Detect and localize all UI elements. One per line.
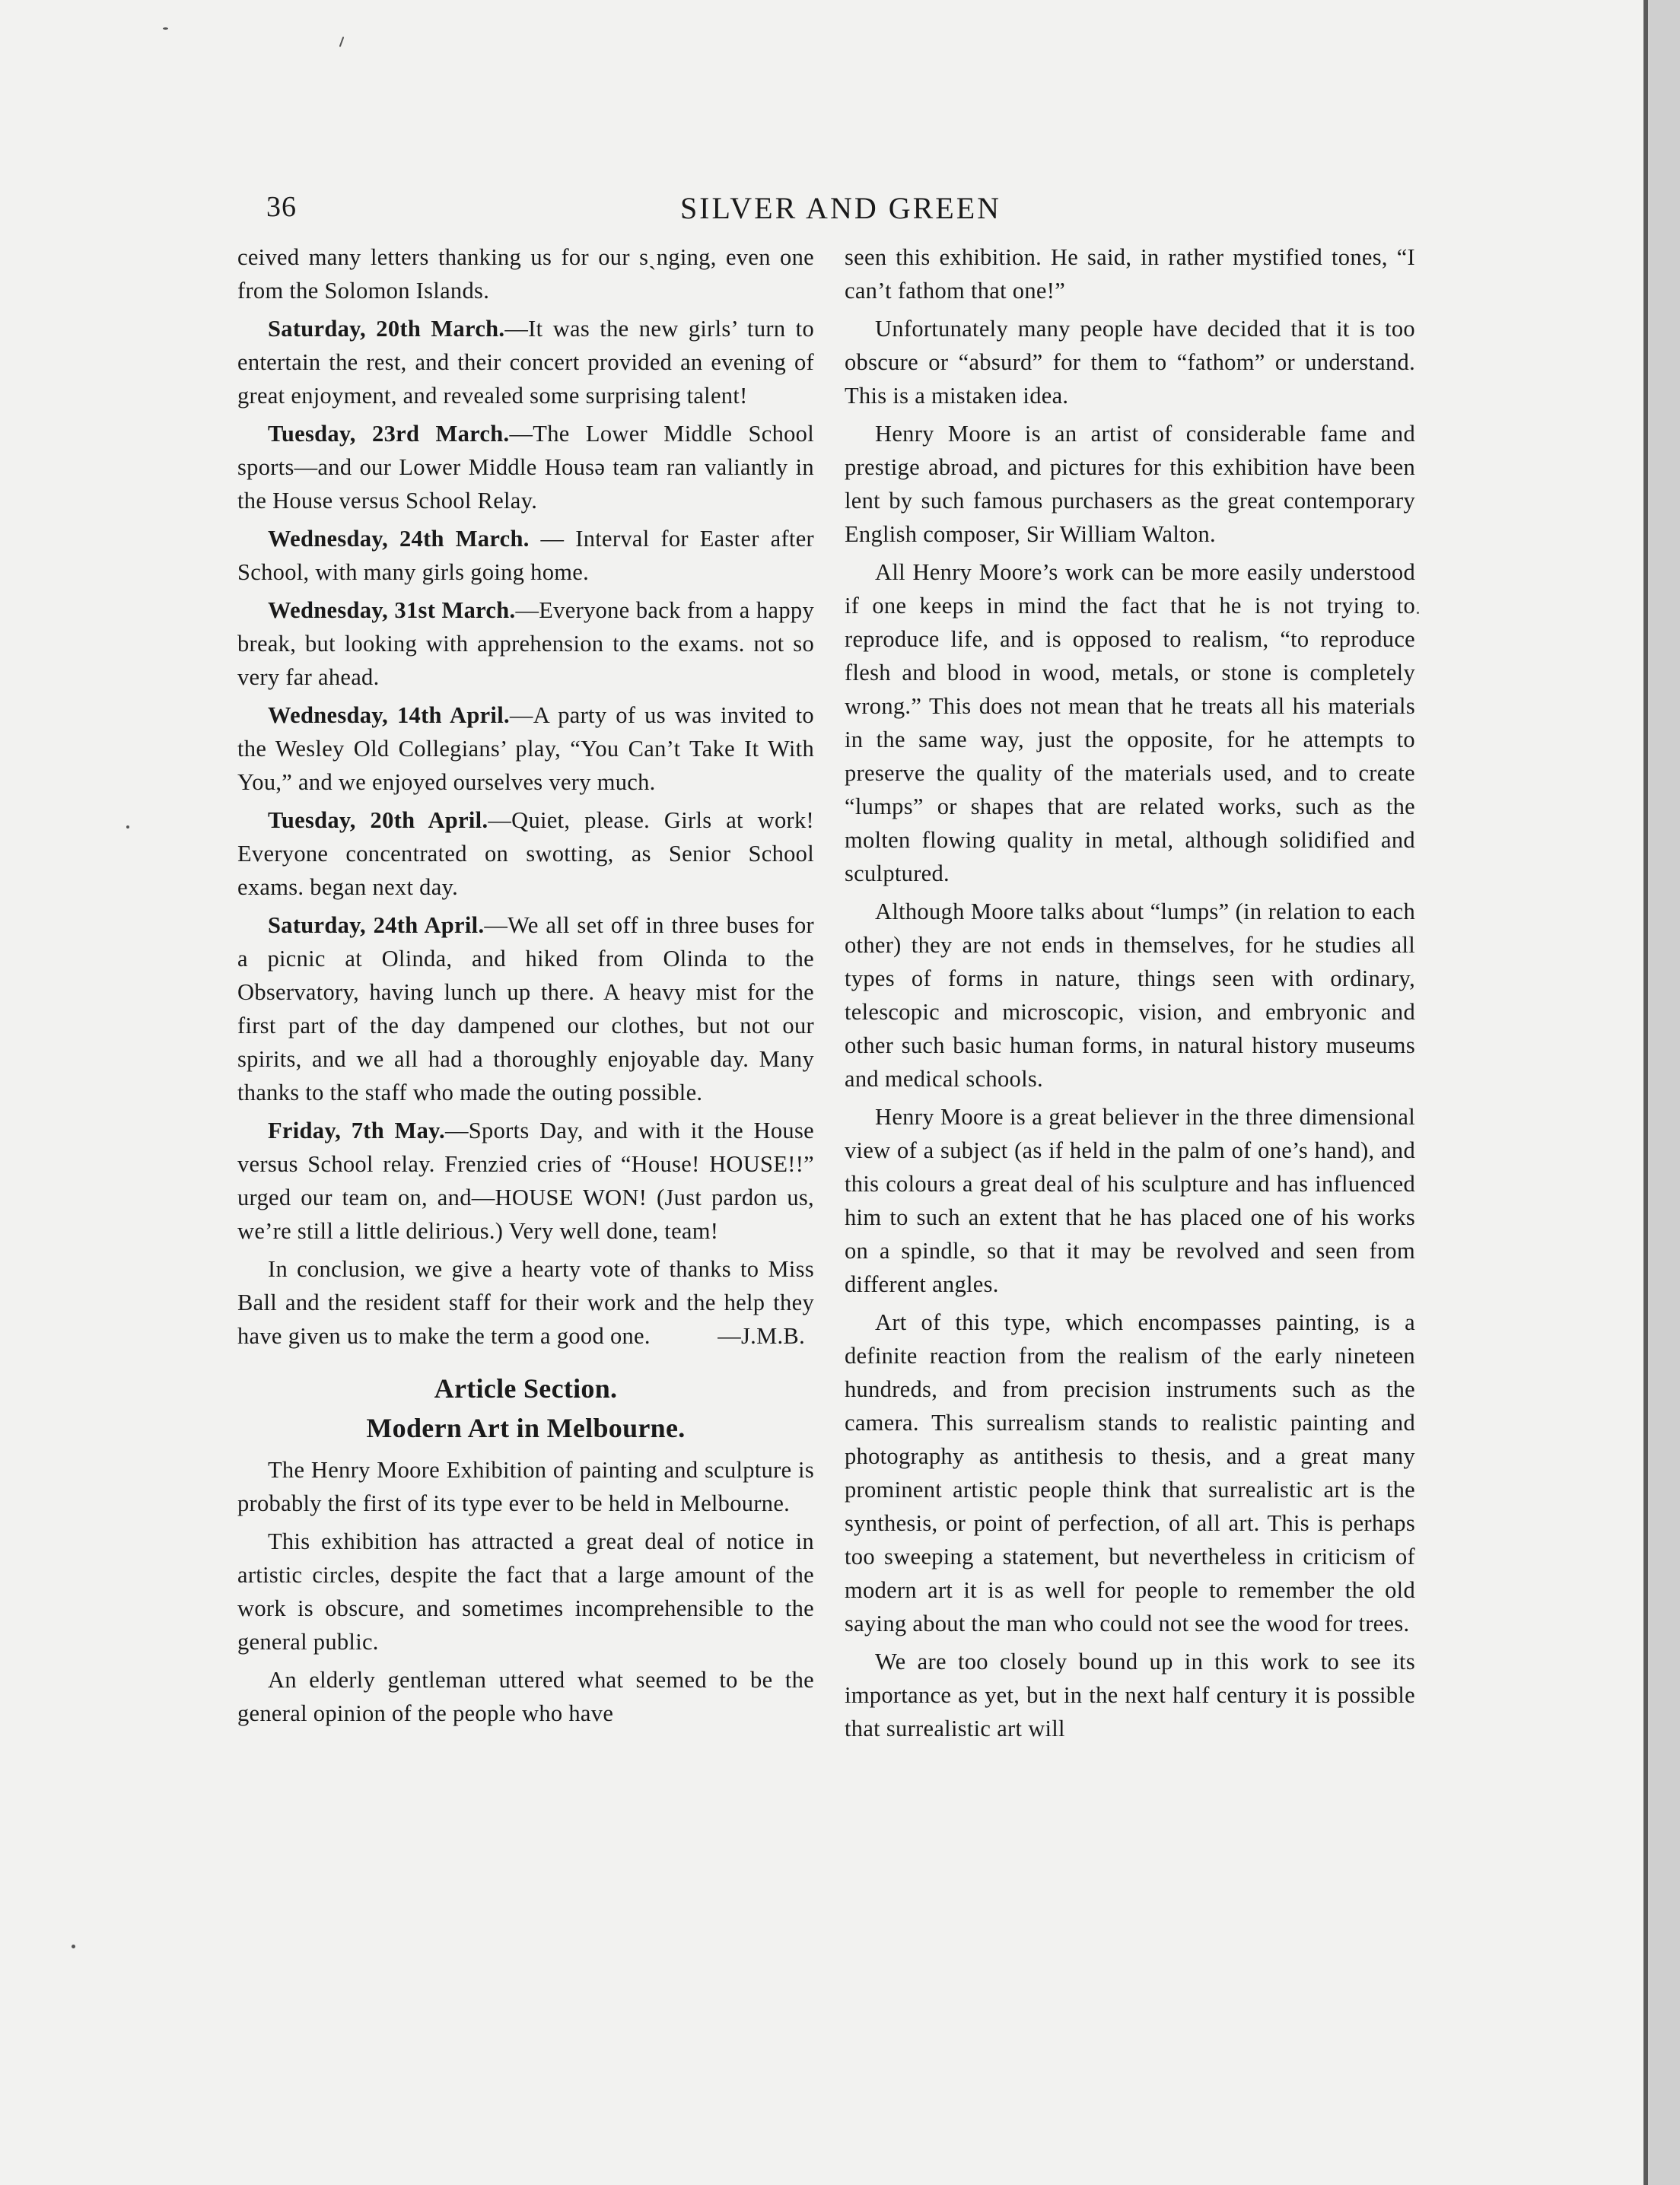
entry-date: Wednesday, 14th April. (268, 702, 510, 728)
diary-entry (237, 593, 814, 694)
conclusion-paragraph (237, 1252, 814, 1353)
page-number: 36 (266, 191, 297, 223)
entry-text: —We all set off in three buses for a picnic at Olinda, and hiked from Olinda to the Observatory, having lunch up there. A heavy mist for the first part of the day dampened our clothes, but not our spirits, and we all had a thoroughly enjoyable day. Many thanks to the staff who made the outing possible. (237, 912, 815, 1105)
paragraph: This exhibition has attracted a great deal of notice in artistic circles, despite the fact that a large amount of the work is obscure, and sometimes incomprehensible to the general public. (237, 1528, 814, 1655)
diary-entry (237, 803, 814, 904)
running-title: SILVER AND GREEN (679, 191, 1002, 225)
diary-entry (237, 908, 814, 1109)
print-speck (163, 27, 168, 30)
paragraph: Henry Moore is a great believer in the three dimensional view of a subject (as if held in the palm of one’s hand), and this colours a great deal of his sculpture and has influenced him to such an extent that he has placed one of his works on a spindle, so that it may be revolved and seen from different angles. (845, 1104, 1415, 1297)
diary-entry (237, 698, 814, 799)
entry-text: —Quiet, please. Girls at work! Everyone concentrated on swotting, as Senior School exams. began next day. (237, 807, 814, 900)
diary-entry (237, 312, 814, 412)
paragraph: ceived many letters thanking us for our sˎnging, even one from the Solomon Islands. (237, 244, 814, 304)
paragraph: We are too closely bound up in this work to see its importance as yet, but in the next half century it is possible that surrealistic art will (845, 1649, 1415, 1741)
paragraph: seen this exhibition. He said, in rather mystified tones, “I can’t fathom that one!” (845, 244, 1415, 304)
diary-entry (237, 1114, 814, 1248)
print-speck (72, 1945, 75, 1948)
entry-text: —Sports Day, and with it the House versus School relay. Frenzied cries of “House! HOUSE!!” urged our team on, and—HOUSE WON! (Just pardon us, we’re still a little delirious.) Very well done, team! (237, 1118, 814, 1244)
paragraph: Although Moore talks about “lumps” (in relation to each other) they are not ends in themselves, for he studies all types of forms in nature, things seen with ordinary, telescopic and microscopic, vision, and embryonic and other such basic human forms, in natural history museums and medical schools. (845, 898, 1415, 1092)
right-column (845, 240, 1415, 1750)
diary-entry (237, 522, 814, 589)
paragraph: Henry Moore is an artist of considerable fame and prestige abroad, and pictures for this exhibition have been lent by such famous purchasers as the great contemporary English composer, Sir William Walton. (845, 421, 1415, 547)
print-speck (1417, 612, 1419, 614)
entry-date: Saturday, 20th March. (268, 316, 505, 342)
paragraph: Unfortunately many people have decided that it is too obscure or “absurd” for them to “fathom” or understand. This is a mistaken idea. (845, 316, 1415, 409)
paragraph: The Henry Moore Exhibition of painting and sculpture is probably the first of its type ever to be held in Melbourne. (237, 1457, 814, 1516)
paragraph: Art of this type, which encompasses painting, is a definite reaction from the realism of the early nineteen hundreds, and from precision instruments such as the camera. This surrealism stands to realistic painting and photography as antithesis to thesis, and a great many prominent artistic people think that surrealistic art is the synthesis, or point of perfection, of all art. This is perhaps too sweeping a statement, but nevertheless in criticism of modern art it is as well for people to remember the old saying about the man who could not see the wood for trees. (845, 1309, 1415, 1636)
entry-date: Wednesday, 24th March. (268, 526, 530, 552)
entry-text: —It was the new girls’ turn to entertain the rest, and their concert provided an evening of great enjoyment, and revealed some surprising talent! (237, 316, 815, 409)
entry-date: Friday, 7th May. (268, 1118, 445, 1143)
article-title: Modern Art in Melbourne. (366, 1413, 686, 1443)
entry-text: —Everyone back from a happy break, but looking with apprehension to the exams. not so very far ahead. (237, 597, 814, 690)
left-column (237, 240, 814, 1735)
section-heading: Article Section. (434, 1373, 618, 1404)
paragraph: All Henry Moore’s work can be more easily understood if one keeps in mind the fact that he is not trying to reproduce life, and is opposed to realism, “to reproduce flesh and blood in wood, metals, or stone is completely wrong.” This does not mean that he treats all his materials in the same way, just the opposite, for he attempts to preserve the quality of the materials used, and to create “lumps” or shapes that are related works, such as the molten flowing quality in metal, although solidified and sculptured. (845, 559, 1415, 886)
entry-date: Tuesday, 20th April. (268, 807, 488, 833)
entry-text: — Interval for Easter after School, with many girls going home. (237, 526, 814, 585)
entry-text: —A party of us was invited to the Wesley Old Collegians’ play, “You Can’t Take It With You,” and we enjoyed ourselves very much. (237, 702, 814, 795)
entry-date: Wednesday, 31st March. (268, 597, 516, 623)
conclusion-text: In conclusion, we give a hearty vote of thanks to Miss Ball and the resident staff for their work and the help they have given us to make the term a good one. (237, 1256, 814, 1349)
print-speck (339, 37, 345, 47)
entry-text: —The Lower Middle School sports—and our Lower Middle Housə team ran valiantly in the House versus School Relay. (237, 421, 815, 514)
page-header (266, 190, 1415, 236)
diary-entry (237, 417, 814, 517)
page-edge-background (1648, 0, 1680, 2185)
author-signoff: —J.M.B. (718, 1323, 805, 1349)
print-speck (126, 825, 129, 829)
paragraph: An elderly gentleman uttered what seemed to be the general opinion of the people who have (237, 1667, 814, 1726)
entry-date: Tuesday, 23rd March. (268, 421, 510, 447)
entry-date: Saturday, 24th April. (268, 912, 485, 938)
